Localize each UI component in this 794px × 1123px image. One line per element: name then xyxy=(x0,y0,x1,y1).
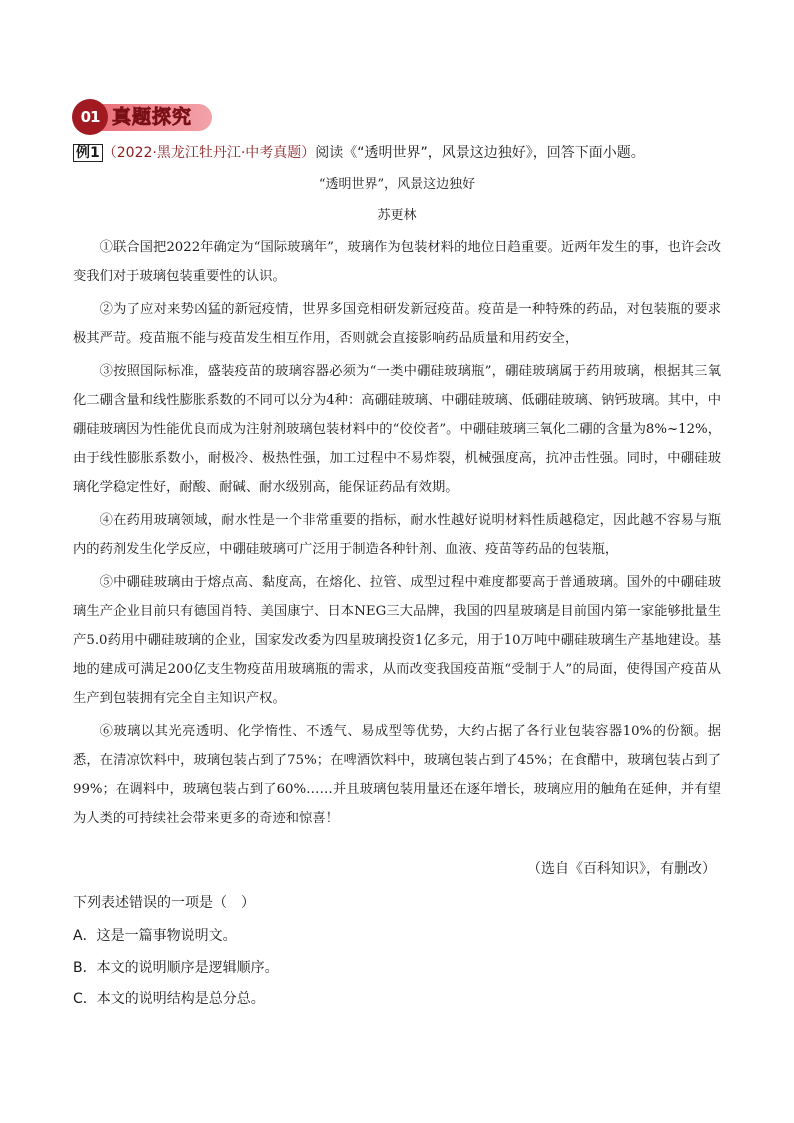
badge-label: 真题探究 xyxy=(112,106,193,128)
paragraph-6: ⑥玻璃以其光亮透明、化学惰性、不透气、易成型等优势，大约占据了各行业包装容器10%的份额。据悉，在清凉饮料中，玻璃包装占到了75%；在啤酒饮料中，玻璃包装占到了45%；在食醋中，玻璃包装占到了99%；在调料中，玻璃包装占到了60%……并且玻璃包装用量还在逐年增长，玻璃应用的触角在延伸，并有望为人类的可持续社会带来更多的奇迹和惊喜！ xyxy=(73,724,721,826)
paragraph-4: ④在药用玻璃领域，耐水性是一个非常重要的指标，耐水性越好说明材料性质越稳定，因此越不容易与瓶内的药剂发生化学反应，中硼硅玻璃可广泛用于制造各种针剂、血液、疫苗等药品的包装瓶， xyxy=(73,513,721,557)
option-a[interactable]: A．这是一篇事物说明文。 xyxy=(73,928,237,944)
question-header xyxy=(73,143,645,163)
paragraph-5: ⑤中硼硅玻璃由于熔点高、黏度高，在熔化、拉管、成型过程中难度都要高于普通玻璃。国外的中硼硅玻璃生产企业目前只有德国肖特、美国康宁、日本NEG三大品牌，我国的四星玻璃是目前国内第一家能够批量生产5.0药用中硼硅玻璃的企业，国家发改委为四星玻璃投资1亿多元，用于10万吨中硼硅玻璃生产基地建设。基地的建成可满足200亿支生物疫苗用玻璃瓶的需求，从而改变我国疫苗瓶“受制于人”的局面，使得国产疫苗从生产到包装拥有完全自主知识产权。 xyxy=(73,575,721,706)
question-prompt: 阅读《“透明世界”，风景这边独好》，回答下面小题。 xyxy=(315,145,645,161)
badge-number: 01 xyxy=(72,99,108,135)
example-label: 例1 xyxy=(73,144,103,162)
article-body xyxy=(73,233,721,837)
paragraph-1: ①联合国把2022年确定为“国际玻璃年”，玻璃作为包装材料的地位日趋重要。近两年发生的事，也许会改变我们对于玻璃包装重要性的认识。 xyxy=(73,240,721,284)
article-author: 苏更林 xyxy=(377,208,417,223)
option-c[interactable]: C．本文的说明结构是总分总。 xyxy=(73,991,265,1007)
paragraph-2: ②为了应对来势凶猛的新冠疫情，世界多国竞相研发新冠疫苗。疫苗是一种特殊的药品，对包装瓶的要求极其严苛。疫苗瓶不能与疫苗发生相互作用，否则就会直接影响药品质量和用药安全， xyxy=(73,302,721,346)
question-stem: 下列表述错误的一项是（ ） xyxy=(73,895,255,911)
option-b[interactable]: B．本文的说明顺序是逻辑顺序。 xyxy=(73,960,279,976)
article-citation: （选自《百科知识》，有删改） xyxy=(527,861,716,877)
question-source: （2022·黑龙江牡丹江·中考真题） xyxy=(102,145,316,161)
article-title: “透明世界”，风景这边独好 xyxy=(318,177,476,192)
section-badge xyxy=(72,99,212,135)
paragraph-3: ③按照国际标准，盛装疫苗的玻璃容器必须为“一类中硼硅玻璃瓶”，硼硅玻璃属于药用玻璃，根据其三氧化二硼含量和线性膨胀系数的不同可以分为4种：高硼硅玻璃、中硼硅玻璃、低硼硅玻璃、钠钙玻璃。其中，中硼硅玻璃因为性能优良而成为注射剂玻璃包装材料中的“佼佼者”。中硼硅玻璃三氧化二硼的含量为8%~12%，由于线性膨胀系数小，耐极冷、极热性强，加工过程中不易炸裂，机械强度高，抗冲击性强。同时，中硼硅玻璃化学稳定性好，耐酸、耐碱、耐水级别高，能保证药品有效期。 xyxy=(73,364,721,495)
